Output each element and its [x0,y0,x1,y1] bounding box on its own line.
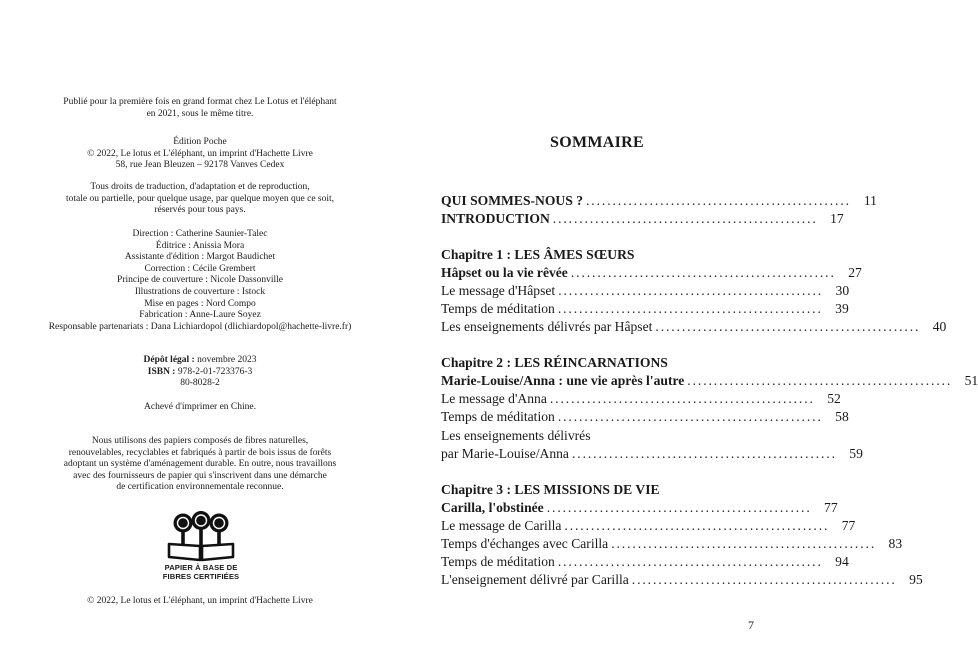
dot-leader: .................................................. [546,500,812,515]
toc-entry [441,427,711,445]
toc-entry [441,192,877,210]
credits [0,229,400,333]
credit-line: Éditrice : Anissia Mora [155,240,245,251]
toc-entry-label: L'enseignement délivré par Carilla [441,572,629,587]
edition-line: Édition Poche [173,137,227,147]
dot-leader: .................................................. [557,301,823,316]
dot-leader: .................................................. [557,409,823,424]
toc-entry-label: Les enseignements délivrés par Hâpset [441,319,653,334]
toc-entry-label: Marie-Louise/Anna : une vie après l'autre [441,373,685,388]
depot-legal-value: novembre 2023 [194,355,257,365]
toc-entry-label: Temps de méditation [441,409,555,424]
isbn-line [0,367,400,379]
toc-entry-page: 52 [827,391,841,406]
toc-entry-page: 77 [824,500,838,515]
depot-legal-line [0,355,400,367]
toc-entry [441,318,947,336]
paper-note [0,436,400,494]
credit-line: Assistante d'édition : Margot Baudichet [124,252,276,263]
chapter-heading: Chapitre 2 : LES RÉINCARNATIONS [441,355,668,370]
certified-paper-logo [159,510,243,581]
toc-entry-page: 40 [932,319,947,334]
rights-line: Tous droits de traduction, d'adaptation et de reproduction, [90,182,310,192]
toc-entry-page: 39 [835,301,849,316]
rights-line: réservés pour tous pays. [154,205,246,216]
toc-entry [441,390,841,408]
colophon-page [0,0,400,647]
paper-note-line: Nous utilisons des papiers composés de fibres naturelles, [91,436,309,446]
toc-entry-label: Le message de Carilla [441,518,562,533]
toc-entry [441,517,856,535]
toc-entry-label: Carilla, l'obstinée [441,500,544,515]
paper-note-line: avec des fournisseurs de papier qui s'inscrivent dans une démarche [73,470,327,481]
toc-entry-page: 51 [964,373,978,388]
dot-leader: .................................................. [564,518,830,533]
publication-note-line: en 2021, sous le même titre. [146,108,254,119]
credit-line: Mise en pages : Nord Compo [144,298,256,309]
credit-line: Principe de couverture : Nicole Dassonville [117,275,283,286]
legal-deposit [0,355,400,390]
page-number: 7 [748,618,754,632]
edition-line: © 2022, Le lotus et L'éléphant, un imprint d'Hachette Livre [87,148,313,159]
toc-entry [441,499,838,517]
logo-caption [159,563,243,581]
toc-entry-page: 83 [888,536,903,551]
credit-line: Illustrations de couverture : Istock [134,286,266,297]
isbn-value: 978-2-01-723376-3 [175,366,253,377]
toc-entry-page: 58 [835,409,849,424]
toc-entry-page: 59 [849,446,863,461]
toc-entry-page: 94 [835,554,849,569]
isbn-label: ISBN : [147,366,176,377]
logo-caption-line: FIBRES CERTIFIÉES [162,572,240,581]
contents-page [400,0,978,647]
toc-entry [441,372,978,390]
edition-line: 58, rue Jean Bleuzen – 92178 Vanves Cedex [115,160,285,171]
toc-entry [441,571,923,589]
toc-entry-page: 30 [835,283,850,298]
paper-note-line: renouvelables, recyclables et fabriqués à partir de bois issus de forêts [68,447,332,458]
chapter-heading: Chapitre 3 : LES MISSIONS DE VIE [441,482,660,497]
printing-line: Achevé d'imprimer en Chine. [144,402,256,412]
dot-leader: .................................................. [557,554,823,569]
dot-leader: .................................................. [552,211,818,226]
chapter-heading: Chapitre 1 : LES ÂMES SŒURS [441,247,635,262]
toc-entry [441,408,849,426]
dot-leader: .................................................. [611,536,877,551]
dot-leader: .................................................. [687,373,953,388]
toc-entry [441,210,844,228]
dot-leader: .................................................. [570,265,836,280]
paper-note-line: adoptant un système d'aménagement durable. En outre, nous travaillons [63,459,337,470]
toc-entry [441,535,903,553]
depot-legal-label: Dépôt légal : [143,355,195,365]
footer-copyright-line: © 2022, Le lotus et L'éléphant, un imprint d'Hachette Livre [87,596,313,606]
dot-leader: .................................................. [549,391,815,406]
toc-entry-label: Temps d'échanges avec Carilla [441,536,609,551]
footer-copyright [0,596,400,608]
rights-line: totale ou partielle, pour quelque usage, par quelque moyen que ce soit, [65,193,335,204]
dot-leader: .................................................. [631,572,897,587]
toc-entry-label: QUI SOMMES-NOUS ? [441,193,583,208]
credit-line: Direction : Catherine Saunier-Talec [132,229,268,239]
toc-entry-page: 11 [863,193,877,208]
toc-entry [441,445,863,463]
dot-leader: .................................................. [586,193,851,208]
toc-entry [441,264,862,282]
toc-entry [441,553,849,571]
dot-leader: .................................................. [571,446,837,461]
dot-leader: .................................................. [558,283,824,298]
toc-entry-label: Les enseignements délivrés [441,428,591,443]
credit-line: Fabrication : Anne-Laure Soyez [139,310,261,321]
toc-entry-label: Le message d'Anna [441,391,547,406]
toc-entry-label: Le message d'Hâpset [441,283,556,298]
publication-note [0,97,400,120]
toc-entry-label: par Marie-Louise/Anna [441,446,569,461]
printing-note [0,402,400,414]
credit-line: Correction : Cécile Grembert [144,263,256,274]
dot-leader: .................................................. [655,319,921,334]
edition-info [0,137,400,172]
page-title: SOMMAIRE [550,134,644,151]
toc-entry [441,282,850,300]
logo-caption-line: PAPIER À BASE DE [164,563,238,572]
toc-entry-label: INTRODUCTION [441,211,550,226]
publication-note-line: Publié pour la première fois en grand format chez Le Lotus et l'éléphant [63,97,337,107]
toc-entry-label: Temps de méditation [441,554,555,569]
toc-entry-page: 95 [909,572,923,587]
paper-note-line: de certification environnementale reconnue. [116,482,284,493]
toc-entry [441,300,849,318]
toc-entry-page: 27 [848,265,862,280]
printing-code: 80-8028-2 [180,378,220,389]
rights-notice [0,182,400,217]
trees-book-icon [166,510,236,562]
toc-entry-page: 77 [841,518,856,533]
toc-entry-label: Hâpset ou la vie rêvée [441,265,568,280]
credit-line: Responsable partenariats : Dana Lichiardopol (dlichiardopol@hachette-livre.fr) [48,321,352,332]
toc-entry-label: Temps de méditation [441,301,555,316]
toc-entry-page: 17 [830,211,844,226]
